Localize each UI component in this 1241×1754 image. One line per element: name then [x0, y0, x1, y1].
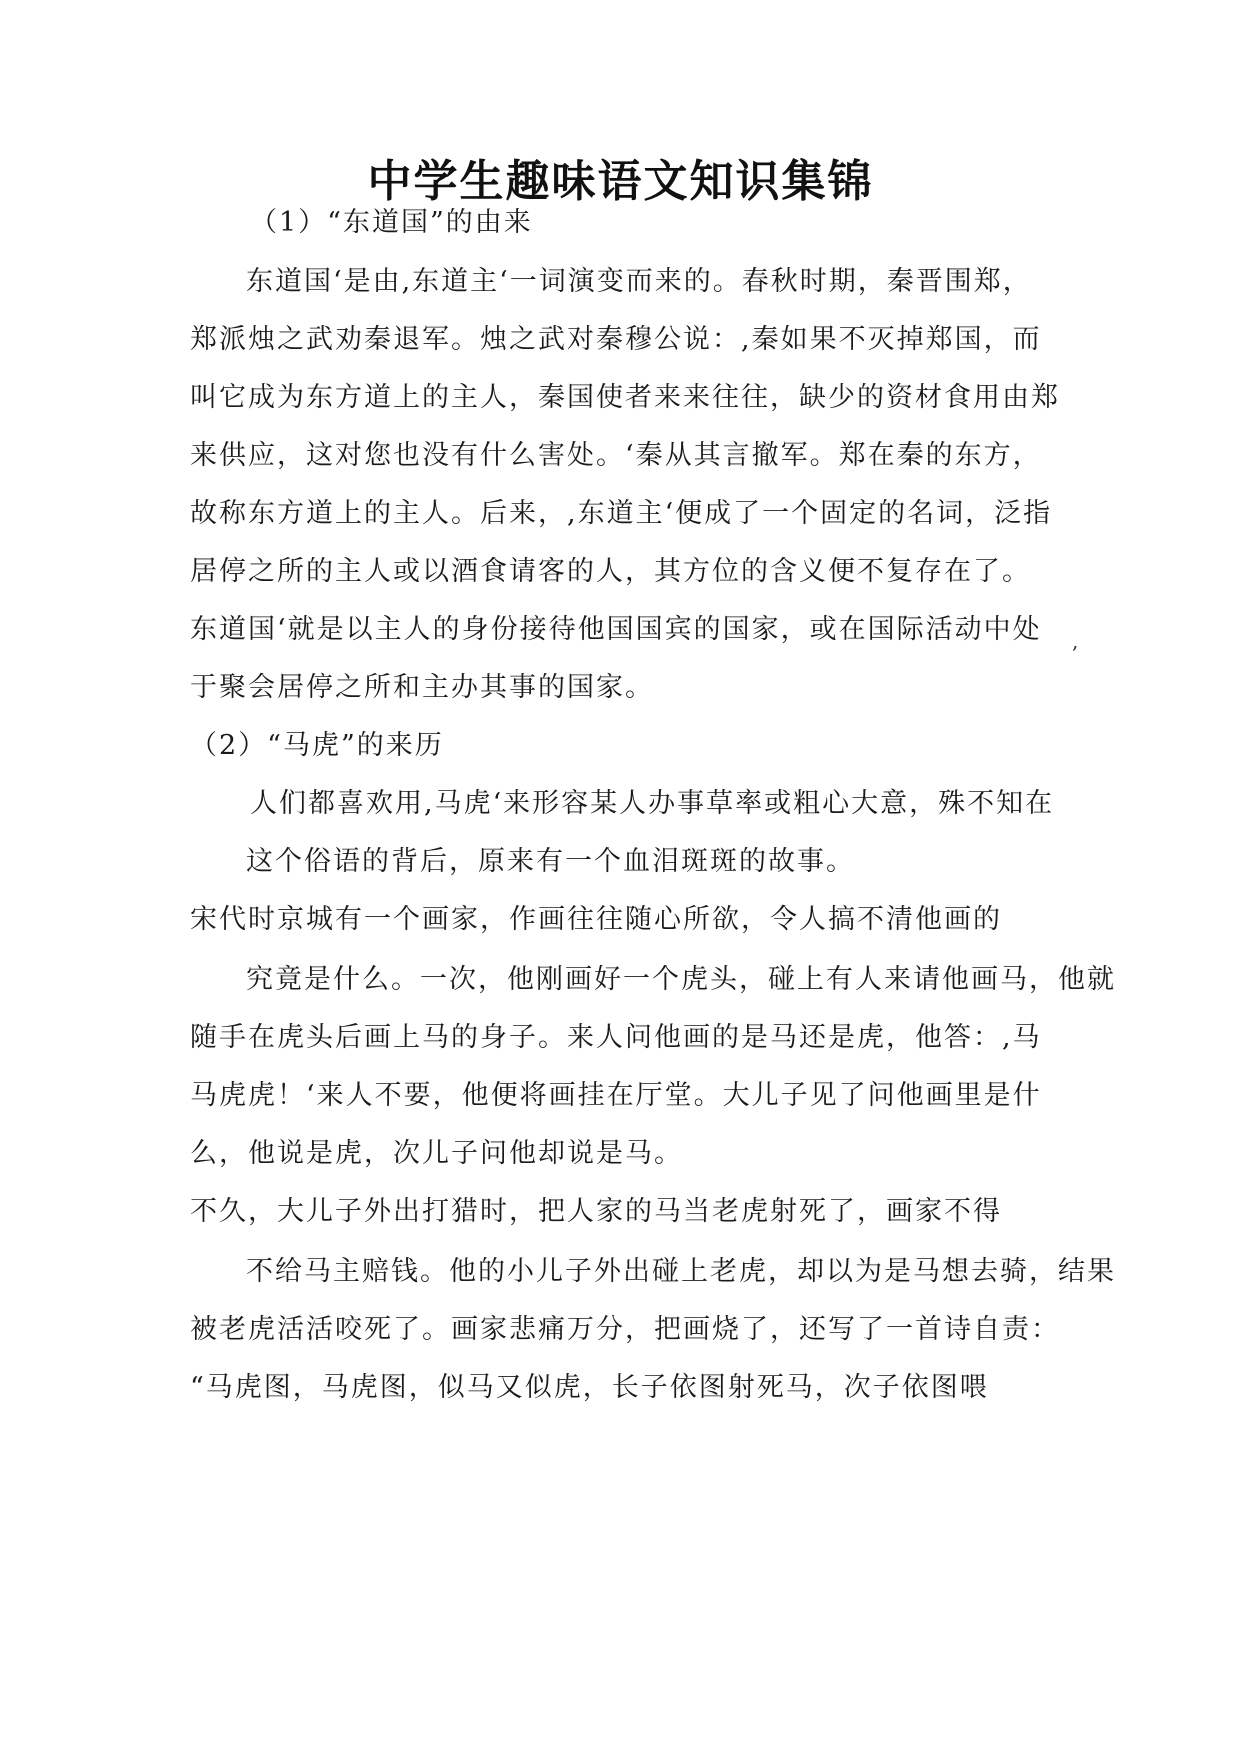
paragraph-line: 这个俗语的背后，原来有一个血泪斑斑的故事。	[246, 846, 855, 877]
paragraph-line: （2）“马虎”的来历	[190, 730, 444, 761]
paragraph-line: 故称东方道上的主人。后来，,东道主‘便成了一个固定的名词，泛指	[190, 498, 1053, 529]
paragraph-line: 宋代时京城有一个画家，作画往往随心所欲，令人搞不清他画的	[190, 904, 1002, 935]
document-title: 中学生趣味语文知识集锦	[367, 156, 874, 207]
paragraph-line: 东道国‘就是以主人的身份接待他国国宾的国家，或在国际活动中处	[190, 614, 1042, 645]
paragraph-line: “马虎图，马虎图，似马又似虎，长子依图射死马，次子依图喂	[190, 1372, 989, 1403]
paragraph-line: 来供应，这对您也没有什么害处。‘秦从其言撤军。郑在秦的东方，	[190, 440, 1042, 471]
paragraph-line: 叫它成为东方道上的主人，秦国使者来来往往，缺少的资材食用由郑	[190, 382, 1060, 413]
paragraph-line: 郑派烛之武劝秦退军。烛之武对秦穆公说：,秦如果不灭掉郑国，而	[190, 324, 1042, 355]
section-heading-2: 人们都喜欢用,马虎‘来形容某人办事草率或粗心大意，殊不知在	[250, 788, 1055, 819]
section-heading-1: （1）“东道国”的由来	[250, 207, 533, 238]
paragraph-line: 随手在虎头后画上马的身子。来人问他画的是马还是虎，他答：,马	[190, 1022, 1042, 1053]
paragraph-line: 究竟是什么。一次，他刚画好一个虎头，碰上有人来请他画马，他就	[246, 964, 1116, 995]
paragraph-line: 东道国‘是由,东道主‘一词演变而来的。春秋时期，秦晋围郑，	[246, 266, 1032, 297]
paragraph-line: 不久，大儿子外出打猎时，把人家的马当老虎射死了，画家不得	[190, 1196, 1002, 1227]
stray-mark: ,	[1072, 629, 1079, 653]
paragraph-line: 马虎虎！‘来人不要，他便将画挂在厅堂。大儿子见了问他画里是什	[190, 1080, 1042, 1111]
paragraph-line: 么，他说是虎，次儿子问他却说是马。	[190, 1138, 683, 1169]
paragraph-line: 被老虎活活咬死了。画家悲痛万分，把画烧了，还写了一首诗自责：	[190, 1314, 1060, 1345]
paragraph-line: 于聚会居停之所和主办其事的国家。	[190, 672, 654, 703]
paragraph-line: 居停之所的主人或以酒食请客的人，其方位的含义便不复存在了。	[190, 556, 1031, 587]
paragraph-line: 不给马主赔钱。他的小儿子外出碰上老虎，却以为是马想去骑，结果	[246, 1256, 1116, 1287]
